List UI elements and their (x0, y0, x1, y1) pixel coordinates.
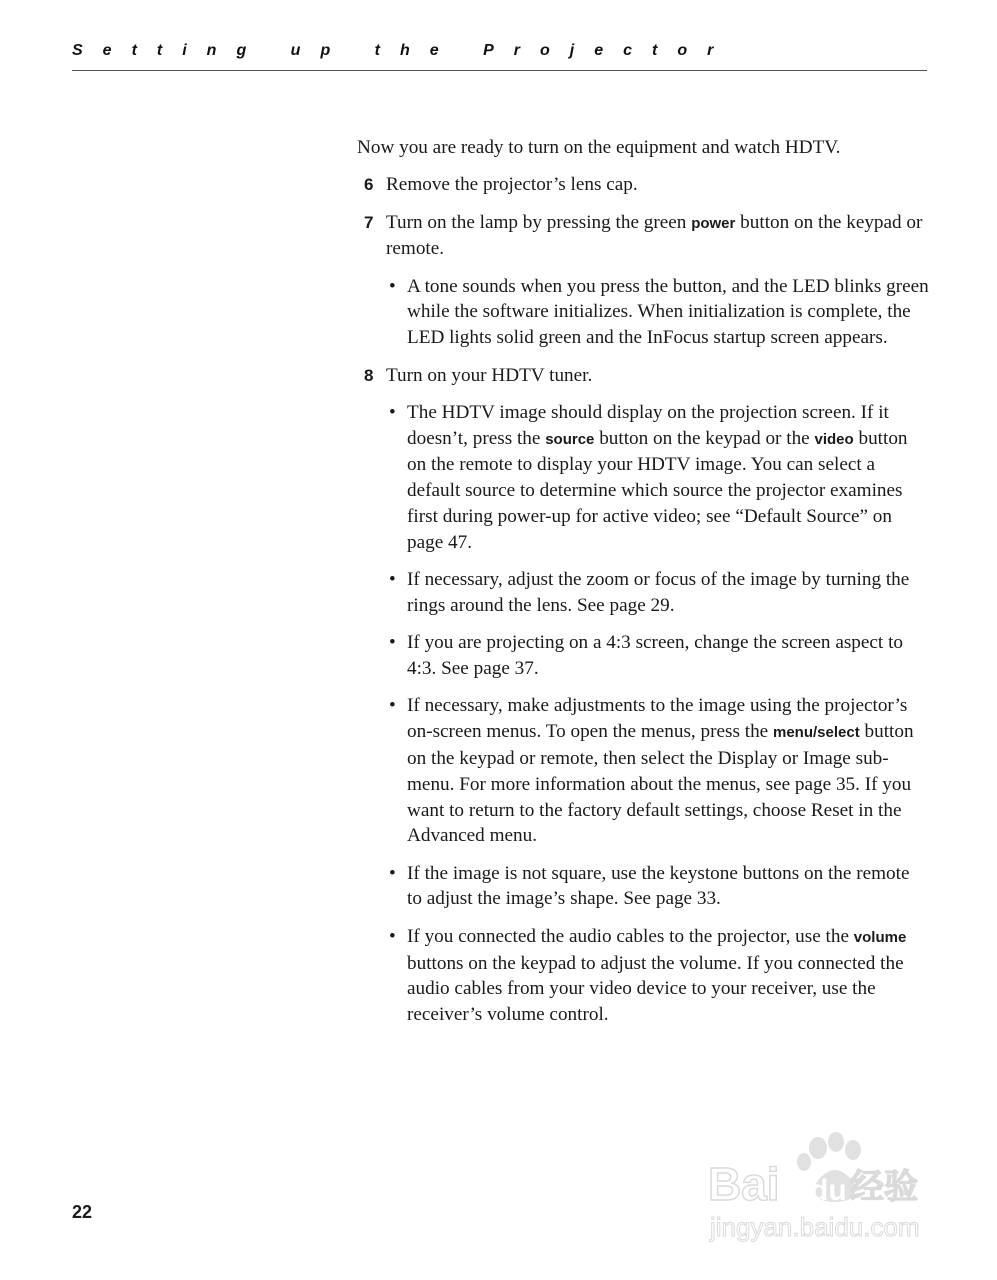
bullet-text: button on the remote to display your HDTV image. You can select a default source to determine which source the projector examines first during power-up for active video; see “Default Source” on page 47. (407, 427, 908, 553)
bullet-dot: • (389, 569, 396, 591)
bullet-volume (357, 924, 929, 1028)
menu-select-key-label: menu/select (772, 724, 860, 742)
step-number: 7 (364, 212, 374, 232)
running-header (72, 40, 927, 71)
bullet-led-tone (357, 274, 929, 351)
video-key-label: video (814, 430, 854, 448)
bullet-dot: • (389, 862, 396, 884)
svg-text:经验: 经验 (850, 1167, 918, 1207)
bullet-hdtv-image (357, 400, 929, 556)
bullet-dot: • (389, 275, 396, 297)
bullet-keystone (357, 861, 929, 913)
step-text: Turn on your HDTV tuner. (386, 364, 593, 386)
step-6 (357, 172, 929, 198)
bullet-text: buttons on the keypad to adjust the volume. If you connected the audio cables from your video device to your receiver, use the receiver’s volume control. (407, 952, 904, 1026)
step-number: 8 (364, 365, 374, 385)
step-7 (357, 210, 929, 263)
intro-paragraph: Now you are ready to turn on the equipment and watch HDTV. (357, 137, 841, 158)
baidu-watermark-logo (700, 1128, 950, 1248)
bullet-dot: • (389, 632, 396, 654)
svg-text:jingyan.baidu.com: jingyan.baidu.com (710, 1212, 920, 1242)
bullet-dot: • (389, 401, 396, 423)
bullet-text: button on the keypad or remote, then select the Display or Image sub-menu. For more information about the menus, see page 35. If you want to return to the factory default settings, choose Reset in the Advanced menu. (407, 721, 914, 847)
bullet-menus (357, 693, 929, 849)
step-text: button on the keypad or remote. (386, 211, 923, 260)
page-number: 22 (72, 1202, 93, 1222)
bullet-text: button on the keypad or the (594, 427, 815, 449)
step-text: Remove the projector’s lens cap. (386, 174, 638, 196)
power-key-label: power (691, 214, 736, 232)
bullet-text: The HDTV image should display on the projection screen. If it doesn’t, press the (407, 401, 889, 449)
bullet-text: If necessary, make adjustments to the image using the projector’s on-screen menus. To open the menus, press the (407, 695, 908, 743)
source-key-label: source (545, 430, 595, 448)
bullet-aspect (357, 630, 929, 682)
bullet-text: A tone sounds when you press the button, and the LED blinks green while the software initializes. When initialization is complete, the LED lights solid green and the InFocus startup screen appears. (407, 275, 929, 349)
step-text: Turn on the lamp by pressing the green (386, 211, 692, 233)
bullet-dot: • (389, 925, 396, 947)
header-title: Setting up the Projector (72, 42, 734, 59)
step-8 (357, 363, 929, 389)
step-number: 6 (364, 175, 374, 195)
bullet-text: If you are projecting on a 4:3 screen, change the screen aspect to 4:3. See page 37. (407, 632, 903, 680)
volume-key-label: volume (853, 928, 907, 946)
main-content (357, 135, 929, 1039)
svg-text:du: du (810, 1174, 847, 1207)
bullet-text: If you connected the audio cables to the projector, use the (407, 925, 854, 947)
bullet-text: If the image is not square, use the keystone buttons on the remote to adjust the image’s shape. See page 33. (407, 862, 910, 910)
bullet-zoom-focus (357, 567, 929, 619)
bullet-dot: • (389, 695, 396, 717)
svg-text:Bai: Bai (708, 1158, 780, 1210)
bullet-text: If necessary, adjust the zoom or focus of the image by turning the rings around the lens. See page 29. (407, 569, 910, 616)
